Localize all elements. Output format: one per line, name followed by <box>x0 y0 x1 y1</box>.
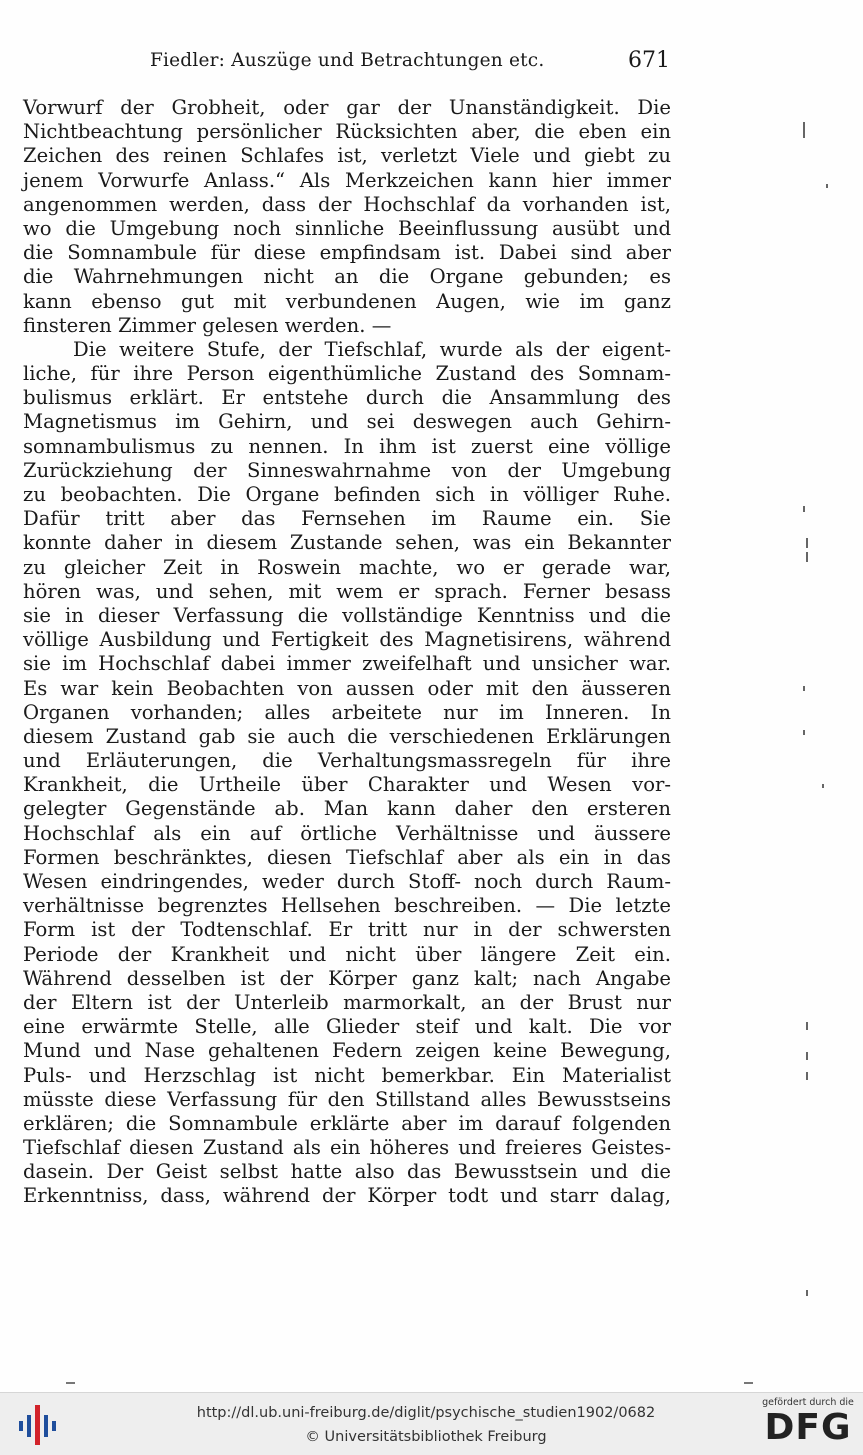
margin-speck <box>806 1022 808 1030</box>
text-line: Krankheit, die Urtheile über Charakter und Wesen vor- <box>23 773 671 797</box>
viewer-footer <box>0 1392 863 1455</box>
text-line: diesem Zustand gab sie auch die verschiedenen Erklärungen <box>23 724 671 748</box>
text-line: Formen beschränktes, diesen Tiefschlaf aber als ein in das <box>23 845 671 869</box>
copyright-notice: © Universitätsbibliothek Freiburg <box>305 1429 547 1445</box>
source-url-link[interactable]: http://dl.ub.uni-freiburg.de/diglit/psychische_studien1902/0682 <box>196 1405 656 1421</box>
text-line: Es war kein Beobachten von aussen oder mit den äusseren <box>23 676 671 700</box>
text-line: wo die Umgebung noch sinnliche Beeinflussung ausübt und <box>23 216 671 240</box>
text-line: jenem Vorwurfe Anlass.“ Als Merkzeichen kann hier immer <box>23 168 671 192</box>
text-line: Tiefschlaf diesen Zustand als ein höheres und freieres Geistes- <box>23 1136 671 1160</box>
margin-speck <box>803 730 805 735</box>
text-line: Dafür tritt aber das Fernsehen im Raume ein. Sie <box>23 507 671 531</box>
text-line: sie in dieser Verfassung die vollständige Kenntniss und die <box>23 603 671 627</box>
text-line: der Eltern ist der Unterleib marmorkalt, an der Brust nur <box>23 990 671 1014</box>
margin-speck <box>806 552 808 562</box>
text-line: Vorwurf der Grobheit, oder gar der Unanständigkeit. Die <box>23 96 671 119</box>
text-line: völlige Ausbildung und Fertigkeit des Magnetisirens, während <box>23 628 671 652</box>
text-line: Form ist der Todtenschlaf. Er tritt nur in der schwersten <box>23 918 671 942</box>
page-edge-mark <box>66 1382 75 1384</box>
margin-speck <box>822 784 824 788</box>
text-line: Nichtbeachtung persönlicher Rücksichten aber, die eben ein <box>23 120 671 144</box>
text-line: zu gleicher Zeit in Roswein machte, wo er gerade war, <box>23 555 671 579</box>
text-line: Organen vorhanden; alles arbeitete nur im Inneren. In <box>23 700 671 724</box>
text-line: die Somnambule für diese empfindsam ist. Dabei sind aber <box>23 241 671 265</box>
text-line: gelegter Gegenstände ab. Man kann daher den ersteren <box>23 797 671 821</box>
text-line: und Erläuterungen, die Verhaltungsmassregeln für ihre <box>23 749 671 773</box>
text-line: hören was, und sehen, mit wem er sprach. Ferner besass <box>23 579 671 603</box>
text-line: Wesen eindringendes, weder durch Stoff- noch durch Raum- <box>23 870 671 893</box>
margin-speck <box>806 1290 808 1296</box>
margin-speck <box>806 1052 808 1060</box>
text-line: somnambulismus zu nennen. In ihm ist zuerst eine völlige <box>23 434 671 458</box>
text-line: Während desselben ist der Körper ganz kalt; nach Angabe <box>23 966 671 990</box>
text-line: verhältnisse begrenztes Hellsehen beschreiben. — Die letzte <box>23 894 671 918</box>
text-line: Hochschlaf als ein auf örtliche Verhältnisse und äussere <box>23 821 671 845</box>
text-line: kann ebenso gut mit verbundenen Augen, wie im ganz <box>23 289 671 313</box>
text-line: Zeichen des reinen Schlafes ist, verletzt Viele und giebt zu <box>23 144 671 168</box>
text-line: eine erwärmte Stelle, alle Glieder steif und kalt. Die vor <box>23 1015 671 1039</box>
text-line: sie im Hochschlaf dabei immer zweifelhaft und unsicher war. <box>23 652 671 676</box>
text-line: Erkenntniss, dass, während der Körper todt und starr dalag, <box>23 1184 671 1208</box>
text-line: Die weitere Stufe, der Tiefschlaf, wurde als der eigent- <box>73 337 671 361</box>
margin-speck <box>826 184 828 188</box>
margin-speck <box>803 122 805 138</box>
text-line: Periode der Krankheit und nicht über längere Zeit ein. <box>23 942 671 966</box>
text-line: dasein. Der Geist selbst hatte also das Bewusstsein und die <box>23 1160 671 1184</box>
text-line: konnte daher in diesem Zustande sehen, was ein Bekannter <box>23 531 671 555</box>
text-line: die Wahrnehmungen nicht an die Organe gebunden; es <box>23 265 671 289</box>
margin-speck <box>803 686 805 691</box>
body-text <box>23 96 671 1209</box>
running-head <box>150 44 670 78</box>
text-line: Zurückziehung der Sinneswahrnahme von der Umgebung <box>23 458 671 482</box>
text-line: erklären; die Somnambule erklärte aber im darauf folgenden <box>23 1111 671 1135</box>
running-title: Fiedler: Auszüge und Betrachtungen etc. <box>150 50 545 71</box>
funding-note: gefördert durch die <box>762 1397 854 1408</box>
text-line: Magnetismus im Gehirn, und sei deswegen auch Gehirn- <box>23 410 671 434</box>
margin-speck <box>806 1072 808 1080</box>
text-line: müsste diese Verfassung für den Stillstand alles Bewusstseins <box>23 1087 671 1111</box>
page-edge-mark <box>744 1382 753 1384</box>
dfg-funding-badge[interactable] <box>758 1397 858 1453</box>
text-line: zu beobachten. Die Organe befinden sich in völliger Ruhe. <box>23 483 671 506</box>
dfg-logo: DFG <box>764 1407 852 1448</box>
text-line: finsteren Zimmer gelesen werden. — <box>23 313 392 337</box>
text-line: Mund und Nase gehaltenen Federn zeigen keine Bewegung, <box>23 1039 671 1063</box>
text-line: Puls- und Herzschlag ist nicht bemerkbar. Ein Materialist <box>23 1063 671 1087</box>
margin-speck <box>803 506 805 512</box>
margin-speck <box>806 538 808 548</box>
text-line: angenommen werden, dass der Hochschlaf da vorhanden ist, <box>23 192 671 216</box>
text-line: liche, für ihre Person eigenthümliche Zustand des Somnam- <box>23 362 671 386</box>
text-line: bulismus erklärt. Er entstehe durch die Ansammlung des <box>23 386 671 410</box>
page-number: 671 <box>628 48 670 73</box>
ub-freiburg-logo-icon[interactable] <box>17 1403 57 1447</box>
